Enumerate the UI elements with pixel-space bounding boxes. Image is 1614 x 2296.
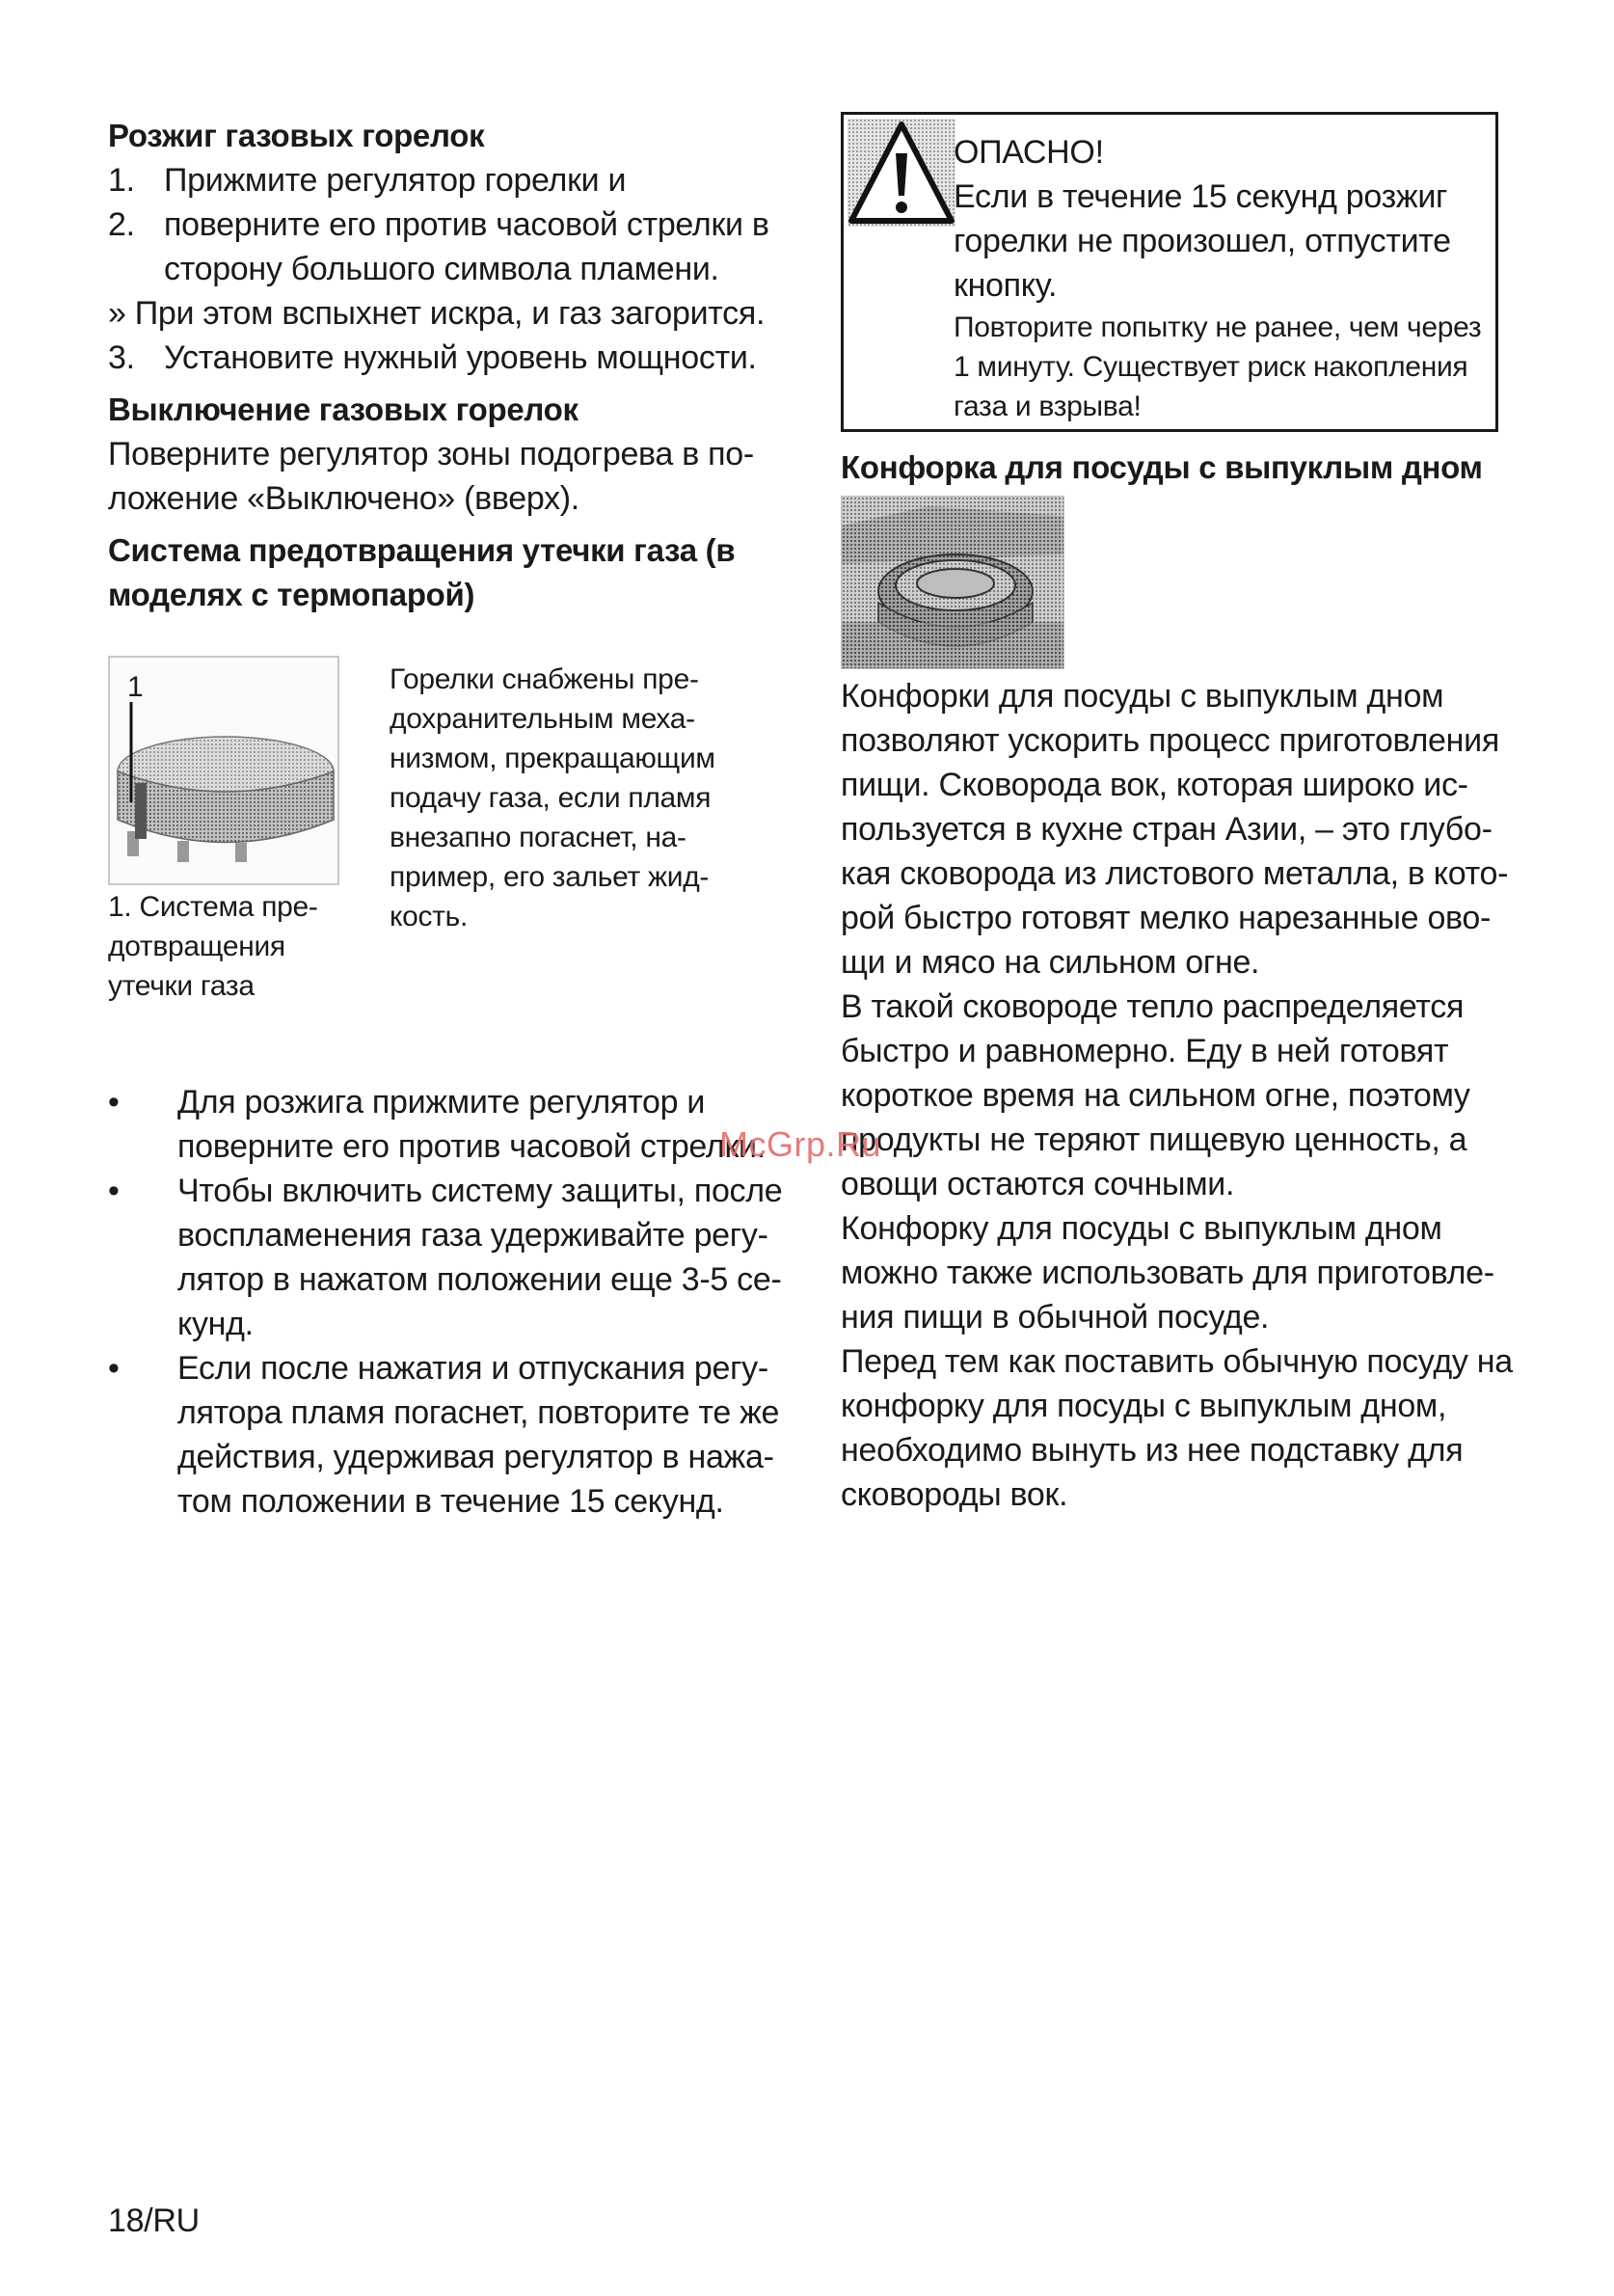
bullet-item: • Если после нажатия и отпускания регу- лятора пламя погаснет, повторите те же действия, удерживая регулятор в нажа- том положении в течение 15 секунд.	[108, 1350, 780, 1520]
warning-text: ОПАСНО! Если в течение 15 секунд розжиг горелки не произошел, отпустите кнопку. Повторите попытку не ранее, чем через 1 минуту. Существует риск накопления газа и взрыва!	[954, 130, 1493, 426]
wok-heading: Конфорка для посуды с выпуклым дном	[841, 449, 1483, 485]
shutoff-line-1: Поверните регулятор зоны подогрева в по-	[108, 436, 754, 473]
bullet-item: • Чтобы включить систему защиты, после воспламенения газа удерживайте регу- лятор в нажатом положении еще 3-5 се- кунд.	[108, 1173, 783, 1342]
figure-callout-label: 1	[127, 671, 144, 703]
warning-title: ОПАСНО!	[954, 134, 1104, 171]
thermocouple-figure-row	[108, 656, 783, 1080]
ignition-result: » При этом вспыхнет искра, и газ загорится.	[108, 295, 766, 332]
thermocouple-burner-image	[108, 656, 339, 885]
warning-icon-background	[847, 119, 955, 227]
left-column	[108, 114, 783, 1524]
burner-illustration	[110, 658, 337, 883]
page-number: 18/RU	[108, 2202, 200, 2239]
right-column	[841, 112, 1516, 1517]
bullet-item: • Для розжига прижмите регулятор и поверните его против часовой стрелки.	[108, 1084, 766, 1165]
ignition-heading: Розжиг газовых горелок	[108, 118, 485, 153]
step-2: 2. поверните его против часовой стрелки в сторону большого символа пламени.	[108, 206, 769, 287]
wok-paragraph-4: Перед тем как поставить обычную посуду на конфорку для посуды с выпуклым дном, необходимо вынуть из нее подставку для сковороды вок.	[841, 1343, 1513, 1513]
warning-triangle-icon	[847, 119, 955, 227]
ignition-step-3: 3. Установите нужный уровень мощности.	[108, 339, 757, 376]
safety-bullets	[108, 1080, 783, 1524]
danger-warning-box	[841, 112, 1498, 432]
safety-heading: Система предотвращения утечки газа (в моделях с термопарой)	[108, 532, 736, 612]
ignition-steps	[108, 158, 783, 291]
shutoff-heading: Выключение газовых горелок	[108, 392, 578, 427]
wok-burner-image	[841, 496, 1064, 669]
wok-paragraph-2: В такой сковороде тепло распределяется быстро и равномерно. Еду в ней готовят короткое время на сильном огне, поэтому продукты не теряют пищевую ценность, а овощи остаются сочными.	[841, 988, 1470, 1202]
step-1: 1. Прижмите регулятор горелки и	[108, 162, 627, 199]
wok-paragraph-1: Конфорки для посуды с выпуклым дном позволяют ускорить процесс приготовления пищи. Сковорода вок, которая широко ис- пользуется в кухне стран Азии, – это глубо- кая сковорода из листового металла, в кото- рой быстро готовят мелко нарезанные ово- щи и мясо на сильном огне.	[841, 678, 1509, 981]
thermocouple-caption: 1. Система пре- дотвращения утечки газа	[108, 891, 318, 1002]
thermocouple-description: Горелки снабжены пре- дохранительным меха- низмом, прекращающим подачу газа, если пламя внезапно погаснет, на- пример, его зальет жид- кость.	[390, 663, 715, 932]
wok-paragraph-3: Конфорку для посуды с выпуклым дном можно также использовать для приготовле- ния пищи в обычной посуде.	[841, 1210, 1494, 1336]
watermark: McGrp.Ru	[719, 1124, 882, 1164]
shutoff-line-2: ложение «Выключено» (вверх).	[108, 480, 579, 517]
